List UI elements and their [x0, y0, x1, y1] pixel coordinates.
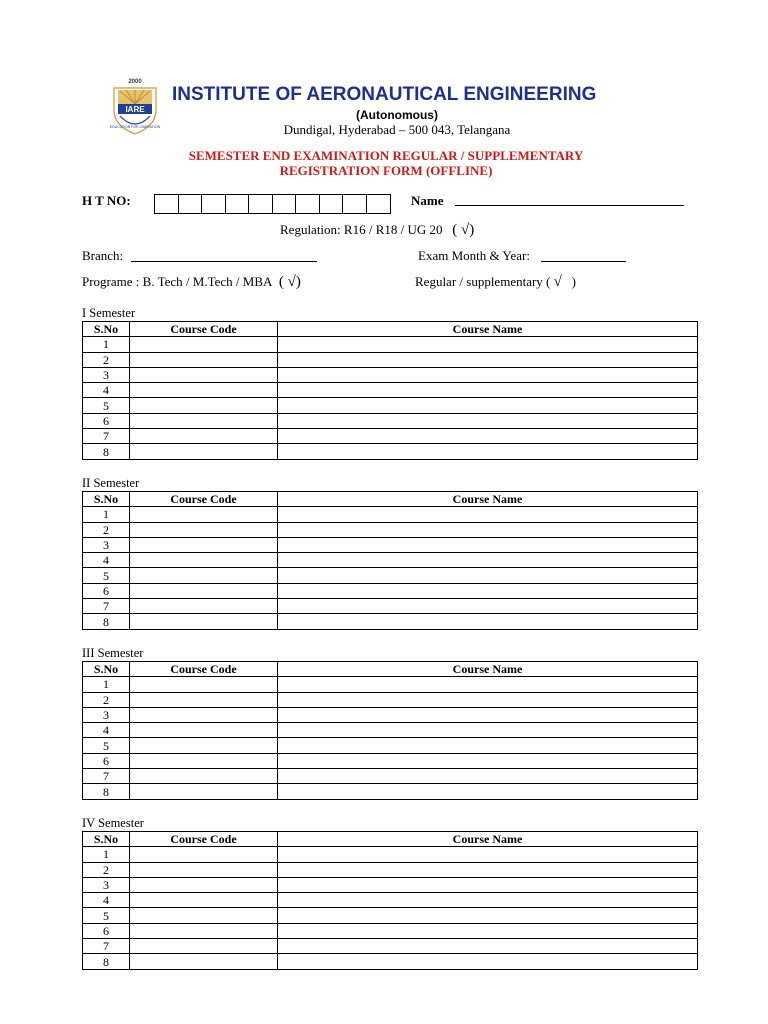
course-name-cell[interactable] [278, 877, 698, 892]
row-sno: 7 [83, 429, 130, 444]
table-row [83, 367, 698, 382]
row-sno: 4 [83, 553, 130, 568]
course-code-cell[interactable] [130, 738, 278, 753]
course-code-cell[interactable] [130, 599, 278, 614]
header-course-name: Course Name [278, 492, 698, 507]
semester-label: III Semester [82, 646, 144, 660]
row-sno: 6 [83, 753, 130, 768]
row-sno: 7 [83, 939, 130, 954]
course-code-cell[interactable] [130, 568, 278, 583]
header-course-code: Course Code [130, 662, 278, 677]
header-course-name: Course Name [278, 322, 698, 337]
course-name-cell[interactable] [278, 614, 698, 629]
regsup-check[interactable]: √ [553, 274, 562, 290]
logo-motto: EDUCATION FOR LIBERATION [109, 125, 161, 129]
course-name-cell[interactable] [278, 367, 698, 382]
course-code-cell[interactable] [130, 753, 278, 768]
htno-digit-box[interactable] [296, 195, 320, 213]
course-code-cell[interactable] [130, 677, 278, 692]
course-code-cell[interactable] [130, 769, 278, 784]
table-row [83, 537, 698, 552]
row-sno: 8 [83, 954, 130, 969]
htno-digit-box[interactable] [343, 195, 367, 213]
logo-text: IARE [125, 105, 145, 114]
row-sno: 1 [83, 507, 130, 522]
table-row [83, 522, 698, 537]
programe-check[interactable]: ( √) [278, 274, 301, 290]
row-sno: 6 [83, 413, 130, 428]
course-name-cell[interactable] [278, 908, 698, 923]
course-name-cell[interactable] [278, 599, 698, 614]
row-sno: 4 [83, 383, 130, 398]
row-sno: 4 [83, 723, 130, 738]
row-sno: 1 [83, 677, 130, 692]
header-course-code: Course Code [130, 832, 278, 847]
htno-digit-box[interactable] [367, 195, 391, 213]
course-name-cell[interactable] [278, 537, 698, 552]
course-name-cell[interactable] [278, 583, 698, 598]
row-sno: 3 [83, 707, 130, 722]
course-name-cell[interactable] [278, 522, 698, 537]
institute-address: Dundigal, Hyderabad – 500 043, Telangana [283, 122, 511, 137]
row-sno: 2 [83, 352, 130, 367]
row-sno: 5 [83, 908, 130, 923]
table-row [83, 707, 698, 722]
htno-digit-box[interactable] [202, 195, 226, 213]
autonomous-label: (Autonomous) [356, 108, 438, 122]
htno-digit-box[interactable] [179, 195, 203, 213]
row-sno: 5 [83, 398, 130, 413]
table-row [83, 429, 698, 444]
course-name-cell[interactable] [278, 398, 698, 413]
course-code-cell[interactable] [130, 723, 278, 738]
table-row [83, 413, 698, 428]
regsup-close: ) [571, 274, 576, 289]
course-code-cell[interactable] [130, 398, 278, 413]
row-sno: 4 [83, 893, 130, 908]
row-sno: 8 [83, 784, 130, 799]
course-name-cell[interactable] [278, 847, 698, 862]
htno-digit-box[interactable] [249, 195, 273, 213]
htno-label: H T NO: [82, 193, 131, 208]
row-sno: 8 [83, 614, 130, 629]
row-sno: 5 [83, 568, 130, 583]
course-code-cell[interactable] [130, 507, 278, 522]
regular-supplementary-line [415, 274, 576, 291]
semester-label: IV Semester [82, 816, 144, 830]
htno-input-boxes[interactable] [154, 194, 391, 214]
course-name-cell[interactable] [278, 738, 698, 753]
course-name-cell[interactable] [278, 784, 698, 799]
row-sno: 3 [83, 537, 130, 552]
institute-name: INSTITUTE OF AERONAUTICAL ENGINEERING [172, 84, 597, 105]
table-row [83, 738, 698, 753]
course-code-cell[interactable] [130, 553, 278, 568]
regulation-check[interactable]: ( √) [452, 222, 475, 238]
table-row [83, 383, 698, 398]
course-code-cell[interactable] [130, 877, 278, 892]
row-sno: 5 [83, 738, 130, 753]
course-code-cell[interactable] [130, 614, 278, 629]
course-code-cell[interactable] [130, 522, 278, 537]
course-code-cell[interactable] [130, 337, 278, 352]
header-sno: S.No [83, 662, 130, 677]
semester-table [82, 831, 698, 970]
course-code-cell[interactable] [130, 847, 278, 862]
course-code-cell[interactable] [130, 383, 278, 398]
table-row [83, 337, 698, 352]
table-header-row [83, 662, 698, 677]
semester-label: II Semester [82, 476, 140, 490]
logo-year: 2000 [128, 79, 142, 85]
course-code-cell[interactable] [130, 352, 278, 367]
regulation-line [280, 222, 474, 239]
course-name-cell[interactable] [278, 954, 698, 969]
course-name-cell[interactable] [278, 893, 698, 908]
semester-label: I Semester [82, 306, 136, 320]
regsup-text: Regular / supplementary ( [415, 274, 551, 289]
course-code-cell[interactable] [130, 367, 278, 382]
exam-month-year-label: Exam Month & Year: [418, 248, 530, 263]
course-name-cell[interactable] [278, 429, 698, 444]
table-row [83, 444, 698, 459]
table-row [83, 568, 698, 583]
table-row [83, 599, 698, 614]
programe-text: Programe : B. Tech / M.Tech / MBA [82, 274, 273, 289]
semester-table [82, 491, 698, 630]
header-course-name: Course Name [278, 832, 698, 847]
row-sno: 8 [83, 444, 130, 459]
row-sno: 1 [83, 847, 130, 862]
row-sno: 2 [83, 522, 130, 537]
htno-digit-box[interactable] [226, 195, 250, 213]
course-code-cell[interactable] [130, 444, 278, 459]
course-name-cell[interactable] [278, 707, 698, 722]
regulation-text: Regulation: R16 / R18 / UG 20 [280, 222, 443, 237]
table-row [83, 877, 698, 892]
course-name-cell[interactable] [278, 337, 698, 352]
course-code-cell[interactable] [130, 923, 278, 938]
table-header-row [83, 832, 698, 847]
table-row [83, 923, 698, 938]
programe-line [82, 274, 301, 291]
form-title-line1: SEMESTER END EXAMINATION REGULAR / SUPPLEMENTARY [188, 148, 584, 163]
course-name-cell[interactable] [278, 507, 698, 522]
name-label: Name [411, 193, 444, 208]
course-name-cell[interactable] [278, 939, 698, 954]
table-row [83, 507, 698, 522]
table-row [83, 677, 698, 692]
name-field[interactable] [455, 205, 684, 206]
course-code-cell[interactable] [130, 893, 278, 908]
header-course-code: Course Code [130, 492, 278, 507]
course-name-cell[interactable] [278, 677, 698, 692]
table-row [83, 908, 698, 923]
course-code-cell[interactable] [130, 954, 278, 969]
course-code-cell[interactable] [130, 583, 278, 598]
course-name-cell[interactable] [278, 753, 698, 768]
table-row [83, 723, 698, 738]
course-name-cell[interactable] [278, 923, 698, 938]
course-name-cell[interactable] [278, 413, 698, 428]
course-code-cell[interactable] [130, 429, 278, 444]
course-code-cell[interactable] [130, 908, 278, 923]
row-sno: 3 [83, 877, 130, 892]
table-row [83, 939, 698, 954]
table-row [83, 352, 698, 367]
table-row [83, 769, 698, 784]
table-row [83, 847, 698, 862]
header-course-code: Course Code [130, 322, 278, 337]
exam-month-year-field[interactable] [541, 261, 626, 262]
row-sno: 6 [83, 923, 130, 938]
branch-field[interactable] [131, 261, 317, 262]
htno-digit-box[interactable] [320, 195, 344, 213]
row-sno: 7 [83, 769, 130, 784]
table-row [83, 954, 698, 969]
header-sno: S.No [83, 832, 130, 847]
course-code-cell[interactable] [130, 537, 278, 552]
table-row [83, 753, 698, 768]
row-sno: 3 [83, 367, 130, 382]
course-name-cell[interactable] [278, 769, 698, 784]
header-sno: S.No [83, 492, 130, 507]
htno-digit-box[interactable] [155, 195, 179, 213]
row-sno: 6 [83, 583, 130, 598]
course-name-cell[interactable] [278, 383, 698, 398]
course-code-cell[interactable] [130, 862, 278, 877]
table-row [83, 862, 698, 877]
htno-digit-box[interactable] [273, 195, 297, 213]
row-sno: 7 [83, 599, 130, 614]
course-code-cell[interactable] [130, 707, 278, 722]
row-sno: 2 [83, 692, 130, 707]
header-course-name: Course Name [278, 662, 698, 677]
course-code-cell[interactable] [130, 939, 278, 954]
table-row [83, 784, 698, 799]
header-sno: S.No [83, 322, 130, 337]
table-row [83, 553, 698, 568]
table-row [83, 692, 698, 707]
course-name-cell[interactable] [278, 444, 698, 459]
row-sno: 2 [83, 862, 130, 877]
table-row [83, 398, 698, 413]
table-header-row [83, 322, 698, 337]
course-code-cell[interactable] [130, 692, 278, 707]
row-sno: 1 [83, 337, 130, 352]
course-name-cell[interactable] [278, 723, 698, 738]
semester-table [82, 661, 698, 800]
branch-label: Branch: [82, 248, 124, 263]
table-header-row [83, 492, 698, 507]
course-name-cell[interactable] [278, 568, 698, 583]
form-title-line2: REGISTRATION FORM (OFFLINE) [279, 163, 493, 178]
course-name-cell[interactable] [278, 352, 698, 367]
semester-table [82, 321, 698, 460]
course-name-cell[interactable] [278, 692, 698, 707]
course-name-cell[interactable] [278, 862, 698, 877]
course-name-cell[interactable] [278, 553, 698, 568]
course-code-cell[interactable] [130, 784, 278, 799]
course-code-cell[interactable] [130, 413, 278, 428]
table-row [83, 583, 698, 598]
table-row [83, 614, 698, 629]
table-row [83, 893, 698, 908]
